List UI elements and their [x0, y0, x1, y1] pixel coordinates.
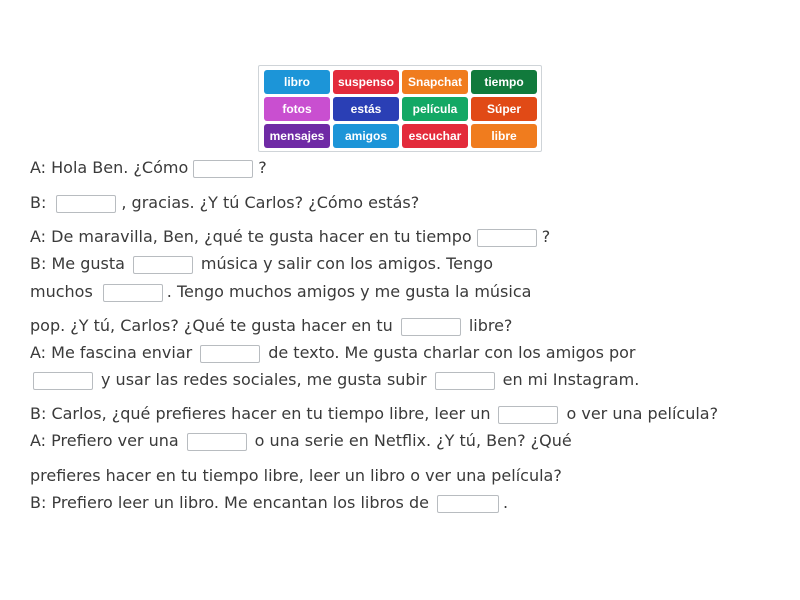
word-tile[interactable]: película [402, 97, 468, 121]
answer-blank[interactable] [498, 406, 558, 424]
word-tile[interactable]: amigos [333, 124, 399, 148]
line-text: . [502, 493, 509, 512]
dialogue-line-10 [30, 431, 572, 451]
line-text: pop. ¿Y tú, Carlos? ¿Qué te gusta hacer en tu [30, 316, 393, 335]
line-text: A: De maravilla, Ben, ¿qué te gusta hacer en tu tiempo [30, 227, 472, 246]
word-tile[interactable]: Súper [471, 97, 537, 121]
answer-blank[interactable] [133, 256, 193, 274]
line-text: . Tengo muchos amigos y me gusta la música [166, 282, 532, 301]
line-text: A: Hola Ben. ¿Cómo [30, 158, 189, 177]
dialogue-line-3 [30, 227, 550, 247]
line-text: ? [541, 227, 551, 246]
line-text: A: Me fascina enviar [30, 343, 193, 362]
word-bank [258, 65, 542, 152]
word-tile[interactable]: fotos [264, 97, 330, 121]
line-text: B: Me gusta [30, 254, 125, 273]
line-text: muchos [30, 282, 93, 301]
line-text: libre? [468, 316, 513, 335]
line-text: música y salir con los amigos. Tengo [200, 254, 494, 273]
line-text: B: Carlos, ¿qué prefieres hacer en tu tiempo libre, leer un [30, 404, 491, 423]
dialogue-line-4 [30, 254, 493, 274]
word-tile[interactable]: mensajes [264, 124, 330, 148]
dialogue-line-7 [30, 343, 636, 363]
answer-blank[interactable] [435, 372, 495, 390]
line-text: y usar las redes sociales, me gusta subir [101, 370, 427, 389]
word-tile[interactable]: Snapchat [402, 70, 468, 94]
answer-blank[interactable] [103, 284, 163, 302]
answer-blank[interactable] [437, 495, 499, 513]
line-text: B: Prefiero leer un libro. Me encantan los libros de [30, 493, 429, 512]
answer-blank[interactable] [187, 433, 247, 451]
dialogue-line-9 [30, 404, 718, 424]
word-tile[interactable]: libro [264, 70, 330, 94]
dialogue-line-8 [30, 370, 639, 390]
answer-blank[interactable] [200, 345, 260, 363]
line-text: B: [30, 193, 47, 212]
dialogue-line-6 [30, 316, 512, 336]
word-tile[interactable]: libre [471, 124, 537, 148]
dialogue-line-11 [30, 466, 562, 486]
line-text: de texto. Me gusta charlar con los amigos por [268, 343, 636, 362]
dialogue-line-12 [30, 493, 508, 513]
answer-blank[interactable] [33, 372, 93, 390]
line-text: , gracias. ¿Y tú Carlos? ¿Cómo estás? [121, 193, 420, 212]
dialogue-line-1 [30, 158, 267, 178]
line-text: A: Prefiero ver una [30, 431, 179, 450]
answer-blank[interactable] [477, 229, 537, 247]
answer-blank[interactable] [56, 195, 116, 213]
dialogue-line-2 [30, 193, 419, 213]
dialogue-line-5 [30, 282, 531, 302]
line-text: o una serie en Netflix. ¿Y tú, Ben? ¿Qué [254, 431, 572, 450]
word-tile[interactable]: suspenso [333, 70, 399, 94]
line-text: ? [258, 158, 267, 177]
answer-blank[interactable] [401, 318, 461, 336]
line-text: o ver una película? [566, 404, 719, 423]
line-text: en mi Instagram. [502, 370, 640, 389]
word-tile[interactable]: tiempo [471, 70, 537, 94]
word-tile[interactable]: estás [333, 97, 399, 121]
word-tile[interactable]: escuchar [402, 124, 468, 148]
line-text: prefieres hacer en tu tiempo libre, leer un libro o ver una película? [30, 466, 562, 485]
answer-blank[interactable] [193, 160, 253, 178]
